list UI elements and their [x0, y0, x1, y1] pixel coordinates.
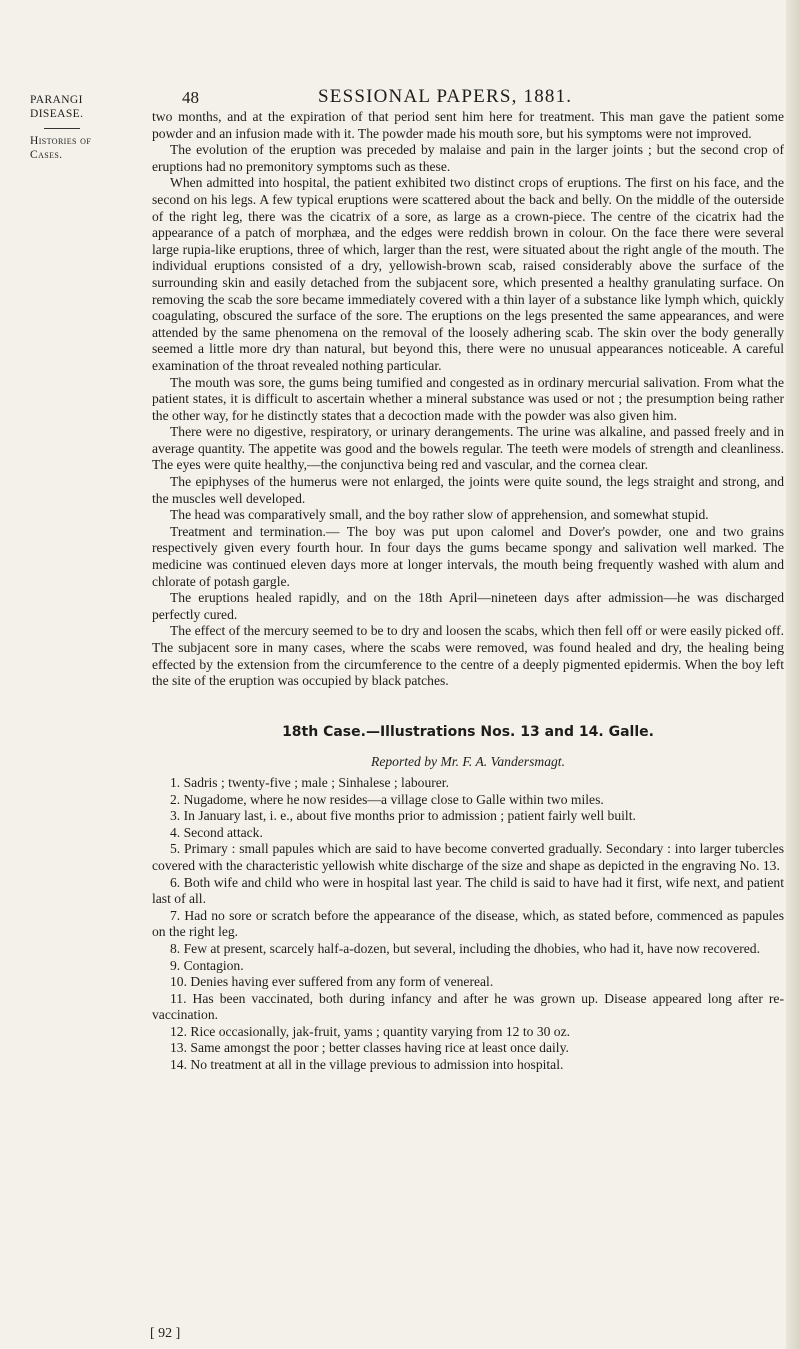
- page-edge: [786, 0, 800, 1349]
- list-item: 13. Same amongst the poor ; better classes having rice at least once daily.: [170, 1040, 569, 1056]
- body-text: [152, 109, 784, 1074]
- list-item: 2. Nugadome, where he now resides—a village close to Galle within two miles.: [170, 791, 604, 807]
- list-item: 5. Primary : small papules which are said to have become converted gradually. Secondary : into larger tubercles covered with the characteristic yellowish white discharge of the size and shape as depicted in the engraving No. 13.: [152, 841, 784, 873]
- list-item: 9. Contagion.: [170, 957, 244, 973]
- paragraph: The mouth was sore, the gums being tumified and congested as in ordinary mercurial salivation. From what the patient states, it is difficult to ascertain whether a mineral substance was used or not ; the presumption being rather the other way, for he distinctly states that a decoction made with the powder was also given him.: [152, 374, 784, 423]
- list-item: 3. In January last, i. e., about five months prior to admission ; patient fairly well built.: [170, 808, 636, 824]
- paragraph: Treatment and termination.— The boy was put upon calomel and Dover's powder, one and two grains respectively given every fourth hour. In four days the gums became spongy and salivation well marked. The medicine was continued eleven days more at longer intervals, the mouth being frequently washed with alum and chlorate of potash gargle.: [152, 523, 784, 589]
- paragraph: The epiphyses of the humerus were not enlarged, the joints were quite sound, the legs straight and strong, and the muscles well developed.: [152, 474, 784, 506]
- list-item: 8. Few at present, scarcely half-a-dozen, but several, including the dhobies, who had it, have now recovered.: [170, 940, 760, 956]
- list-item: 10. Denies having ever suffered from any form of venereal.: [170, 974, 494, 990]
- list-item: 12. Rice occasionally, jak-fruit, yams ; quantity varying from 12 to 30 oz.: [170, 1023, 571, 1039]
- paragraph: two months, and at the expiration of that period sent him here for treatment. This man gave the patient some powder and an infusion made with it. The powder made his mouth sore, but his symptoms were not improved.: [152, 109, 784, 141]
- case-reporter: Reported by Mr. F. A. Vandersmagt.: [371, 754, 565, 770]
- list-item: 4. Second attack.: [170, 824, 263, 840]
- paragraph: The head was comparatively small, and the boy rather slow of apprehension, and somewhat stupid.: [170, 507, 709, 523]
- sidenote-title-2: DISEASE.: [30, 108, 84, 120]
- sidenote-section-1: Histories of: [30, 135, 92, 147]
- list-item: 6. Both wife and child who were in hospital last year. The child is said to have had it first, wife next, and patient last of all.: [152, 874, 784, 907]
- list-item: 11. Has been vaccinated, both during infancy and after he was grown up. Disease appeared long after re-vaccination.: [152, 990, 784, 1023]
- sidenote-section-2: Cases.: [30, 149, 63, 161]
- case-heading: 18th Case.—Illustrations Nos. 13 and 14. Galle.: [282, 723, 654, 740]
- list-item: 14. No treatment at all in the village previous to admission into hospital.: [170, 1057, 564, 1073]
- sidenote-title-1: PARANGI: [30, 94, 83, 106]
- footer-page-ref: [ 92 ]: [150, 1326, 181, 1341]
- paragraph: The evolution of the eruption was preceded by malaise and pain in the larger joints ; but the second crop of eruptions had no premonitory symptoms such as these.: [152, 142, 784, 174]
- running-title: SESSIONAL PAPERS, 1881.: [318, 86, 573, 107]
- list-item: 1. Sadris ; twenty-five ; male ; Sinhalese ; labourer.: [170, 774, 449, 790]
- case-details-list: [152, 775, 784, 1074]
- sidenote-divider: [30, 125, 80, 132]
- paragraph: The eruptions healed rapidly, and on the 18th April—nineteen days after admission—he was discharged perfectly cured.: [152, 590, 784, 622]
- list-item: 7. Had no sore or scratch before the appearance of the disease, which, as stated before, commenced as papules on the right leg.: [152, 907, 784, 940]
- paragraph: When admitted into hospital, the patient exhibited two distinct crops of eruptions. The first on his face, and the second on his legs. A few typical eruptions were scattered about the back and belly. On the middle of the outerside of the right leg, there was the cicatrix of a sore, as large as a crown-piece. The centre of the cicatrix had the appearance of a patch of morphæa, and the edges were reddish brown in colour. On the face there were several large rupia-like eruptions, three of which, larger than the rest, were situated about the right angle of the mouth. The individual eruptions consisted of a dry, yellowish-brown scab, raised considerably above the surface of the surrounding skin and easily detached from the subjacent sore, which presented a healthy granulating surface. On removing the scab the sore became immediately covered with a thin layer of a substance like lymph which, quickly coagulating, obscured the surface of the sore. The eruptions on the legs presented the same appearances, and were attended by the same phenomena on the removal of the loosely adhering scab. The skin over the body generally seemed a little more dry than natural, but beyond this, there were no unusual appearances noticeable. A careful examination of the throat revealed nothing particular.: [152, 175, 784, 373]
- paragraph: The effect of the mercury seemed to be to dry and loosen the scabs, which then fell off or were easily picked off. The subjacent sore in many cases, where the scabs were removed, was found healed and dry, the healing being effected by the extension from the circumference to the centre of a deeply pigmented epidermis. When the boy left the site of the eruption was occupied by black patches.: [152, 623, 784, 689]
- page-number: 48: [182, 88, 199, 107]
- paragraph: There were no digestive, respiratory, or urinary derangements. The urine was alkaline, and passed freely and in average quantity. The appetite was good and the bowels regular. The teeth were models of strength and cleanliness. The eyes were quite healthy,—the conjunctiva being red and vascular, and the cornea clear.: [152, 424, 784, 473]
